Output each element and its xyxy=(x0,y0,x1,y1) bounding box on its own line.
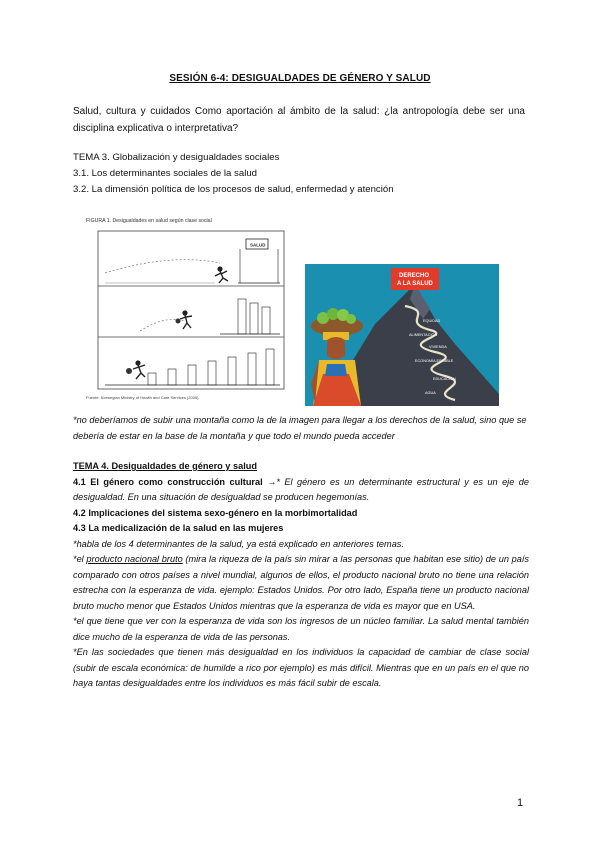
section-4-1-title: 4.1 El género como construcción cultural xyxy=(73,476,263,487)
gnp-term: producto nacional bruto xyxy=(86,554,183,564)
page-title: SESIÓN 6-4: DESIGUALDADES DE GÉNERO Y SALUD xyxy=(169,73,431,84)
tema3-item: 3.2. La dimensión política de los procesos de salud, enfermedad y atención xyxy=(73,184,394,195)
note-determinants: *habla de los 4 determinantes de la salud, ya está explicado en anteriores temas. xyxy=(73,538,404,549)
step-label: EDUCACIÓN xyxy=(433,377,456,381)
runner-figure-middle xyxy=(176,310,193,329)
banner-sign xyxy=(391,268,439,290)
tema3-heading: TEMA 3. Globalización y desigualdades sociales xyxy=(73,152,280,163)
figure-class-inequality xyxy=(80,213,290,403)
step-label: ECONOMÍA ESTABLE xyxy=(415,359,454,363)
note-social-mobility: *En las sociedades que tienen más desigualdad en los individuos la capacidad de cambiar de clase social (subir de escala económica: de humilde a rico por ejemplo) es más difícil. Mientras que en un país en el que no haya tantas desigualdades entre los individuos es más fácil subir de escala. xyxy=(73,647,529,688)
tema3-item: 3.1. Los determinantes sociales de la salud xyxy=(73,168,257,179)
goal-sign-label: SALUD xyxy=(250,242,266,248)
step-label: ALIMENTACIÓN xyxy=(409,333,438,337)
figure-caption-note: *no deberíamos de subir una montaña como la de la imagen para llegar a los derechos de la salud, sino que se debería de estar en la base de la montaña y que todo el mundo pueda acceder xyxy=(73,415,527,441)
figure1-title: FIGURA 1. Desigualdades en salud según clase social xyxy=(86,218,212,224)
intro-paragraph: Salud, cultura y cuidados Como aportación al ámbito de la salud: ¿la antropología debe ser una disciplina explicativa o interpretativa? xyxy=(73,106,525,134)
tema4-section xyxy=(73,459,529,692)
runner-figure-top xyxy=(215,266,228,283)
note-gnp xyxy=(73,552,529,614)
note-income: *el que tiene que ver con la esperanza de vida son los ingresos de un núcleo familiar. La salud mental también dice mucho de la esperanza de vida de las personas. xyxy=(73,616,529,642)
step-label: AGUA xyxy=(425,391,436,395)
banner-line: A LA SALUD xyxy=(397,281,433,287)
figure1-source: Fuente: Norwegian Ministry of Health and Care Services (2006). xyxy=(86,395,200,400)
arrow-icon: → xyxy=(267,476,277,487)
page-number: 1 xyxy=(517,797,524,809)
section-4-1-text: * El género es un determinante estructural y es un eje de desigualdad. En una situación de desigualdad se producen hegemonías. xyxy=(73,476,529,502)
section-4-2-title: 4.2 Implicaciones del sistema sexo-género en la morbimortalidad xyxy=(73,507,358,518)
runner-figure-bottom xyxy=(126,360,145,379)
figure-right-to-health-mountain xyxy=(305,264,499,406)
step-label: EQUIDAD xyxy=(423,319,441,323)
section-4-3-title: 4.3 La medicalización de la salud en las mujeres xyxy=(73,523,284,533)
tema3-section xyxy=(73,150,525,198)
note-gnp-rest: (mira la riqueza de la país sin mirar a las personas que habitan ese sitio) de un país comparado con otros países a nivel mundial, algunos de ellos, el producto nacional bruto no tiene una relación estrecha con la esperanza de vida. ejemplo: Estados Unidos. Por otro lado, España tiene un producto nacional bruto mucho menor que Estados Unidos mientras que la esperanza de vida es mayor que en USA. xyxy=(73,554,529,611)
note-gnp-prefix: *el xyxy=(73,554,87,564)
banner-line: DERECHO xyxy=(399,273,430,279)
tema4-heading: TEMA 4. Desigualdades de género y salud xyxy=(73,461,257,471)
step-label: VIVIENDA xyxy=(429,345,447,349)
